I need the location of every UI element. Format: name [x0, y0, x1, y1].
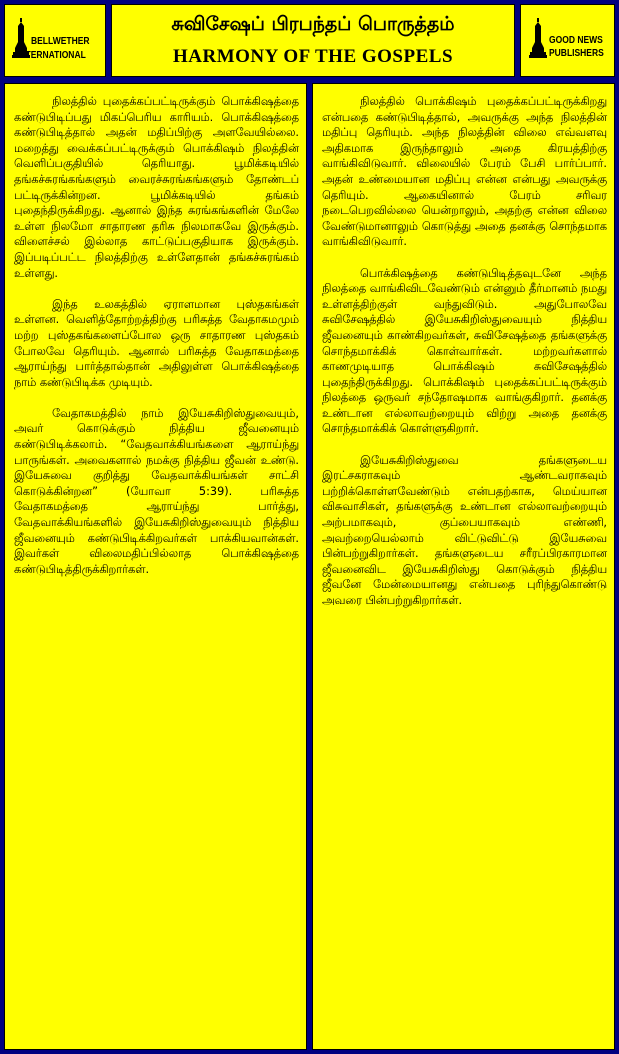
- paragraph: பொக்கிஷத்தை கண்டுபிடித்தவுடனே அந்த நிலத்தை வாங்கிவிடவேண்டும் என்னும் தீர்மானம் நமது உள்ளத்திற்குள் வந்துவிடும். அதுபோலவே சுவிசேஷத்தில் இயேசுகிறிஸ்துவையும் நித்திய ஜீவனையும் காண்கிறவர்கள், சுவிசேஷத்தை தங்களுக்கு சொந்தமாக்கிக் கொள்வார்கள். மற்றவர்களால் காணமுடியாத பொக்கிஷம் சுவிசேஷத்தில் புதைந்திருக்கிறது. பொக்கிஷம் புதைக்கப்பட்டிருக்கும் நிலத்தை ஒருவர் சந்தோஷமாக வாங்குகிறார். தனக்கு உண்டான எல்லாவற்றையும் விற்று அதை தனக்கு சொந்தமாக்கிக் கொள்ளுகிறார்.: [322, 266, 607, 436]
- paragraph: நிலத்தில் புதைக்கப்பட்டிருக்கும் பொக்கிஷத்தை கண்டுபிடிப்பது மிகப்பெரிய காரியம். பொக்கிஷத்தை கண்டுபிடித்தால் அதன் மதிப்பிற்கு அளவேயில்லை. மறைத்து வைக்கப்பட்டிருக்கும் பொக்கிஷம் நிலத்தின் வெளிப்பகுதியில் தெரியாது. பூமிக்கடியில் தங்கச்சுரங்கங்களும் வைரச்சுரங்கங்களும் தோண்டப் பட்டிருக்கின்றன. பூமிக்கடியில் தங்கம் புதைந்திருக்கிறது. ஆனால் இந்த சுரங்கங்களின் மேலே உள்ள நிலமோ சாதாரண தரிசு நிலமாகவே இருக்கும். விளைச்சல் இல்லாத காட்டுப்பகுதியாக இருக்கும். இப்படிப்பட்ட நிலத்திற்கு உள்ளேதான் தங்கச்சுரங்கம் உள்ளது.: [14, 95, 299, 280]
- good-news-logo: [520, 4, 615, 77]
- left-logo-line2: INTERNATIONAL: [17, 50, 86, 61]
- right-logo-line1: GOOD NEWS: [549, 35, 603, 46]
- left-logo-line1: BELLWETHER: [31, 36, 90, 47]
- right-logo-line2: PUBLISHERS: [549, 48, 604, 59]
- paragraph: நிலத்தில் பொக்கிஷம் புதைக்கப்பட்டிருக்கிறது என்பதை கண்டுபிடித்தால், அவருக்கு அந்த நிலத்தின் மதிப்பு தெரியும். அந்த நிலத்தின் விலை எவ்வளவு அதிகமாக இருந்தாலும் அதை கிரயத்திற்கு வாங்கிவிடுவார். விலையில் பேரம் பேசி பார்ப்பார். அதன் உண்மையான மதிப்பு என்ன என்பது அவருக்கு தெரியும். ஆகையினால் பேரம் சரிவர நடைபெறவில்லை யென்றாலும், அதற்கு என்ன விலை வேண்டுமானாலும் கொடுத்து அதை தனக்கு சொந்தமாக வாங்கிவிடுவார்.: [322, 95, 607, 249]
- page-title-tamil: சுவிசேஷப் பிரபந்தப் பொருத்தம்: [171, 13, 455, 35]
- right-column: [312, 83, 615, 1050]
- page-title-english: HARMONY OF THE GOSPELS: [172, 46, 454, 67]
- paragraph: இயேசுகிறிஸ்துவை தங்களுடைய இரட்சகராகவும் ஆண்டவராகவும் பற்றிக்கொள்ளவேண்டும் என்பதற்காக, மெய்யான விசுவாசிகள், தங்களுக்கு உண்டான எல்லாவற்றையும் அற்பமாகவும், குப்பையாகவும் எண்ணி, அவற்றையெல்லாம் விட்டுவிட்டு இயேசுவை பின்பற்றுகிறார்கள். தங்களுடைய சரீரப்பிரகாரமான ஜீவனைவிட இயேசுகிறிஸ்து கொடுக்கும் நித்திய ஜீவனே மேன்மையானது என்பதை புரிந்துகொண்டு அவரை பின்பற்றுகிறார்கள்.: [322, 453, 607, 607]
- left-column: [4, 83, 307, 1050]
- page-header: [111, 4, 515, 77]
- bellwether-logo: [4, 4, 106, 77]
- paragraph: வேதாகமத்தில் நாம் இயேசுகிறிஸ்துவையும், அவர் கொடுக்கும் நித்திய ஜீவனையும் கண்டுபிடிக்கலாம். “வேதவாக்கியங்களை ஆராய்ந்து பாருங்கள். அவைகளால் நமக்கு நித்திய ஜீவன் உண்டு. இயேசுவை குறித்து வேதவாக்கியங்கள் சாட்சி கொடுக்கின்றன” (யோவா 5:39). பரிசுத்த வேதாகமத்தை ஆராய்ந்து பார்த்து, வேதவாக்கியங்களில் இயேசுகிறிஸ்துவையும் நித்திய ஜீவனையும் கண்டுபிடிக்கிறவர்கள் பாக்கியவான்கள். இவர்கள் விலைமதிப்பில்லாத பொக்கிஷத்தை கண்டுபிடித்திருக்கிறார்கள்.: [14, 406, 299, 576]
- bell-icon: [529, 18, 547, 58]
- paragraph: இந்த உலகத்தில் ஏராளமான புஸ்தகங்கள் உள்ளன. வெளித்தோற்றத்திற்கு பரிசுத்த வேதாகமமும் மற்ற புஸ்தகங்களைப்போல ஒரு சாதாரண புஸ்தகம் போலவே தெரியும். ஆனால் பரிசுத்த வேதாகமத்தை ஆராய்ந்து பார்த்தால்தான் அதிலுள்ள பொக்கிஷத்தை நாம் கண்டுபிடிக்க முடியும்.: [14, 297, 299, 389]
